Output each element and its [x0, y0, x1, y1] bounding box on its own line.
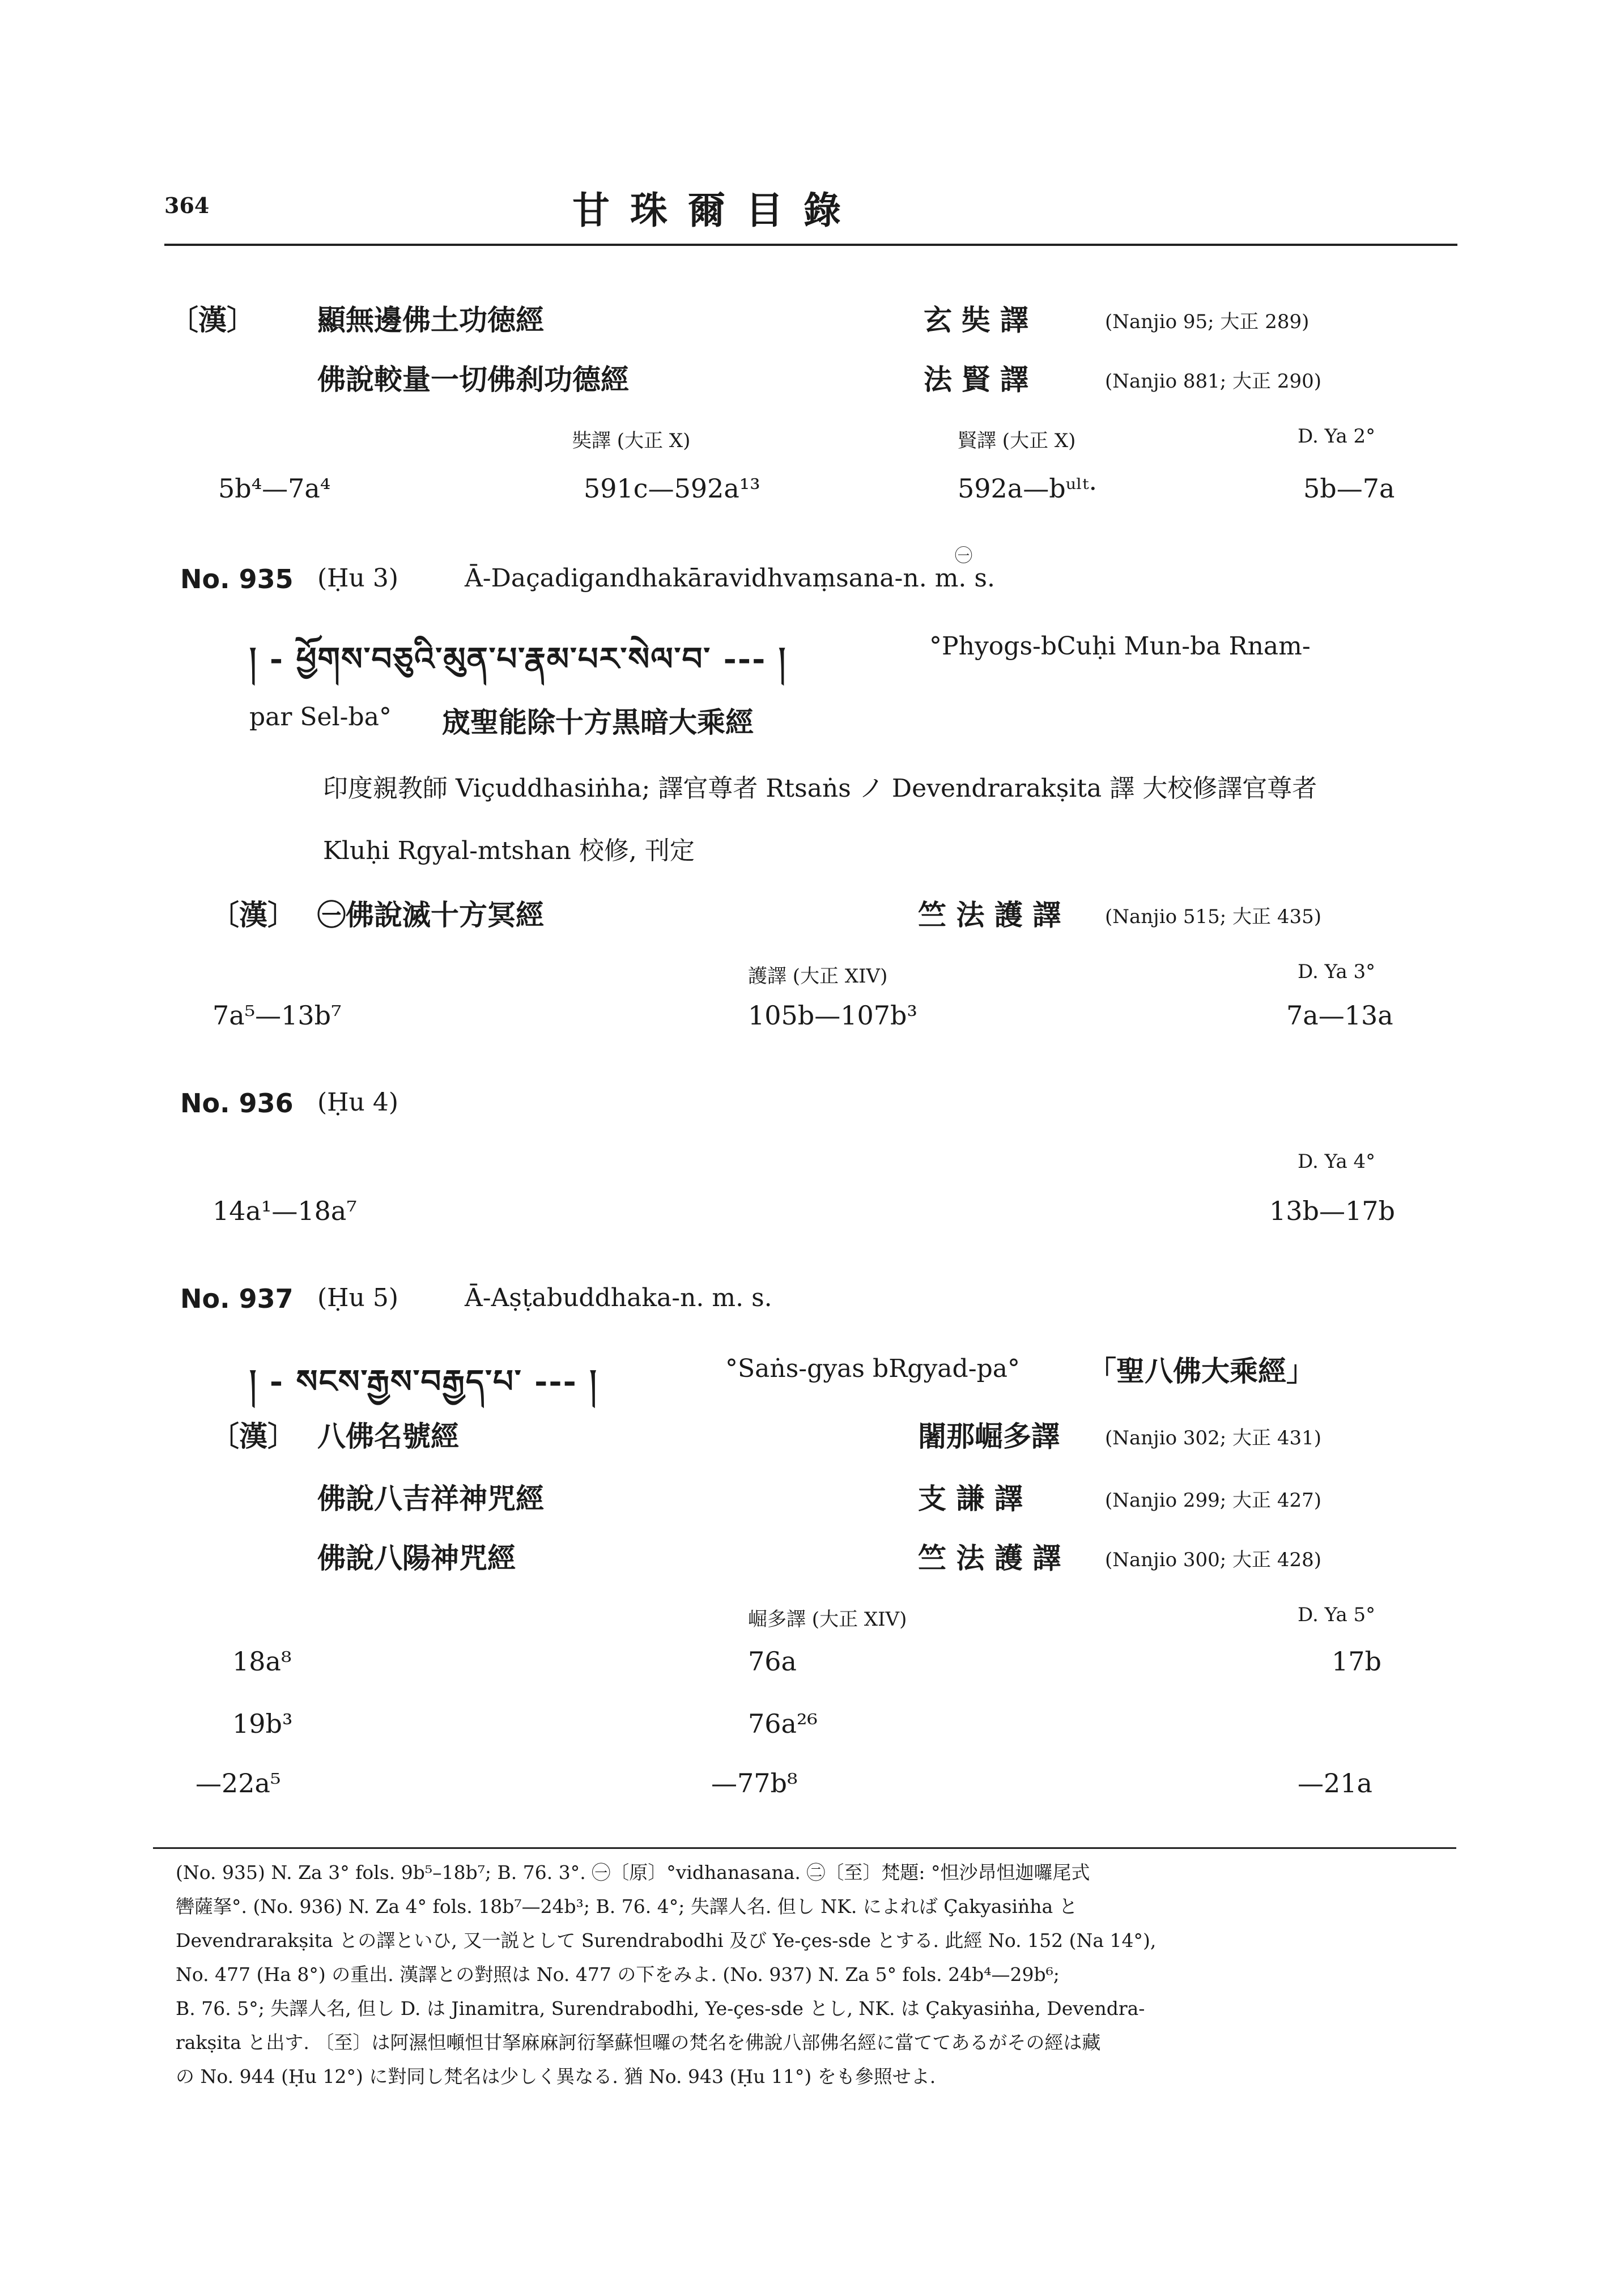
folio-range: 105b—107b³: [748, 1000, 917, 1031]
credit-line: 印度親教師 Viçuddhasiṅha; 譯官尊者 Rtsaṅs ノ Devendrarakṣita 譯 大校修譯官尊者: [323, 774, 1317, 803]
tibetan-romanized: °Phyogs-bCuḥi Mun-ba Rnam-: [929, 632, 1311, 661]
page-number: 364: [164, 193, 210, 218]
reference: (Nanjio 95; 大正 289): [1105, 311, 1310, 333]
footnote-line: の No. 944 (Ḥu 12°) に對同し梵名は少しく異なる. 猶 No. 943 (Ḥu 11°) をも參照せよ.: [176, 2065, 936, 2087]
footnote-line: No. 477 (Ha 8°) の重出. 漢譯との對照は No. 477 の下をみよ. (No. 937) N. Za 5° fols. 24b⁴—29b⁶;: [176, 1963, 1060, 1985]
reference: (Nanjio 300; 大正 428): [1105, 1549, 1322, 1571]
folio-value: —22a⁵: [195, 1768, 281, 1798]
folio-value: 76a: [748, 1646, 797, 1677]
column-head: 賢譯 (大正 X): [958, 430, 1076, 452]
hu-ref: (Ḥu 5): [317, 1283, 399, 1312]
folio-range: 592a—bᵘˡᵗ·: [958, 473, 1098, 504]
folio-range: 7a—13a: [1286, 1000, 1393, 1031]
footnote-line: rakṣita と出す. 〔至〕は阿濕怛噸怛甘拏麻麻訶衍拏蘇怛囉の梵名を佛說八部佛名經に當ててあるがその經は藏: [176, 2031, 1101, 2053]
folio-value: 76a²⁶: [748, 1708, 818, 1739]
sutra-title: 顯無邊佛土功徳經: [317, 303, 544, 337]
column-head: 護譯 (大正 XIV): [748, 965, 888, 988]
folio-value: 17b: [1332, 1646, 1381, 1677]
translator: 闍那崛多譯: [918, 1419, 1060, 1453]
sutra-title: ㊀佛說滅十方冥經: [317, 898, 544, 932]
han-tag: 〔漢〕: [170, 303, 255, 337]
translator: 法 賢 譯: [924, 363, 1028, 396]
entry-number: No. 936: [180, 1088, 294, 1119]
credit-line: Kluḥi Rgyal-mtshan 校修, 刊定: [323, 836, 695, 865]
folio-value: 18a⁸: [232, 1646, 292, 1677]
sanskrit-title: Ā-Daçadigandhakāravidhvaṃsana-n. m. s.: [465, 564, 995, 593]
column-head: D. Ya 5°: [1298, 1604, 1376, 1626]
entry-number: No. 937: [180, 1283, 294, 1314]
page-title: 甘珠爾目錄: [572, 188, 861, 232]
entry-number: No. 935: [180, 564, 294, 594]
footnote-line: 轡薩拏°. (No. 936) N. Za 4° fols. 18b⁷—24b³; B. 76. 4°; 失譯人名. 但し NK. によれば Çakyasiṅha と: [176, 1895, 1078, 1917]
folio-range: 591c—592a¹³: [584, 473, 760, 504]
column-head: D. Ya 3°: [1298, 960, 1376, 983]
sutra-title: 佛說八陽神咒經: [317, 1541, 516, 1575]
column-head: 崛多譯 (大正 XIV): [748, 1608, 907, 1631]
footnote-line: Devendrarakṣita との譯といひ, 又一説として Surendrabodhi 及び Ye-çes-sde とする. 此經 No. 152 (Na 14°),: [176, 1929, 1157, 1951]
tibetan-title: ། - སངས་རྒྱས་བརྒྱད་པ་ --- །: [249, 1363, 598, 1400]
hu-ref: (Ḥu 4): [317, 1088, 399, 1117]
hu-ref: (Ḥu 3): [317, 564, 399, 593]
translator: 玄 奘 譯: [924, 303, 1028, 337]
sutra-title: 佛說較量一切佛刹功德經: [317, 363, 629, 396]
japanese-title: 宬聖能除十方黒暗大乘經: [442, 705, 754, 739]
folio-value: 19b³: [232, 1708, 293, 1739]
translator: 竺 法 護 譯: [918, 1541, 1061, 1575]
translator: 支 謙 譯: [918, 1482, 1023, 1515]
tibetan-romanized: °Saṅs-gyas bRgyad-pa°: [725, 1354, 1020, 1383]
han-tag: 〔漢〕: [211, 898, 296, 932]
folio-range: 7a⁵—13b⁷: [212, 1000, 342, 1031]
circle-mark: ㊀: [955, 546, 972, 566]
header-rule: [164, 244, 1457, 246]
han-tag: 〔漢〕: [211, 1419, 296, 1453]
tibetan-romanized: par Sel-ba°: [249, 703, 392, 732]
folio-range: 5b⁴—7a⁴: [218, 473, 331, 504]
column-head: D. Ya 2°: [1298, 425, 1376, 448]
folio-range: 5b—7a: [1303, 473, 1395, 504]
sutra-title: 八佛名號經: [317, 1419, 459, 1453]
footnote-line: (No. 935) N. Za 3° fols. 9b⁵–18b⁷; B. 76. 3°. ㊀〔原〕°vidhanasana. ㊁〔至〕梵題: °怛沙昂怛迦囉尾式: [176, 1861, 1090, 1883]
sutra-title: 佛說八吉祥神咒經: [317, 1482, 544, 1515]
footnote-rule: [153, 1847, 1456, 1849]
reference: (Nanjio 302; 大正 431): [1105, 1427, 1322, 1449]
folio-value: —77b⁸: [711, 1768, 798, 1798]
folio-range: 14a¹—18a⁷: [212, 1196, 357, 1226]
column-head: D. Ya 4°: [1298, 1150, 1376, 1173]
column-head: 奘譯 (大正 X): [572, 430, 691, 452]
japanese-title: 「聖八佛大乘經」: [1088, 1354, 1315, 1388]
reference: (Nanjio 299; 大正 427): [1105, 1489, 1322, 1512]
translator: 竺 法 護 譯: [918, 898, 1061, 932]
tibetan-title: ། - ཕྱོགས་བཅུའི་མུན་པ་རྣམ་པར་སེལ་བ་ --- །: [249, 640, 787, 678]
footnote-line: B. 76. 5°; 失譯人名, 但し D. は Jinamitra, Surendrabodhi, Ye-çes-sde とし, NK. は Çakyasiṅha, Devendra-: [176, 1997, 1145, 2019]
folio-range: 13b—17b: [1269, 1196, 1395, 1226]
folio-value: —21a: [1298, 1768, 1372, 1798]
reference: (Nanjio 881; 大正 290): [1105, 370, 1322, 393]
sanskrit-title: Ā-Aṣṭabuddhaka-n. m. s.: [465, 1283, 772, 1312]
reference: (Nanjio 515; 大正 435): [1105, 905, 1322, 928]
